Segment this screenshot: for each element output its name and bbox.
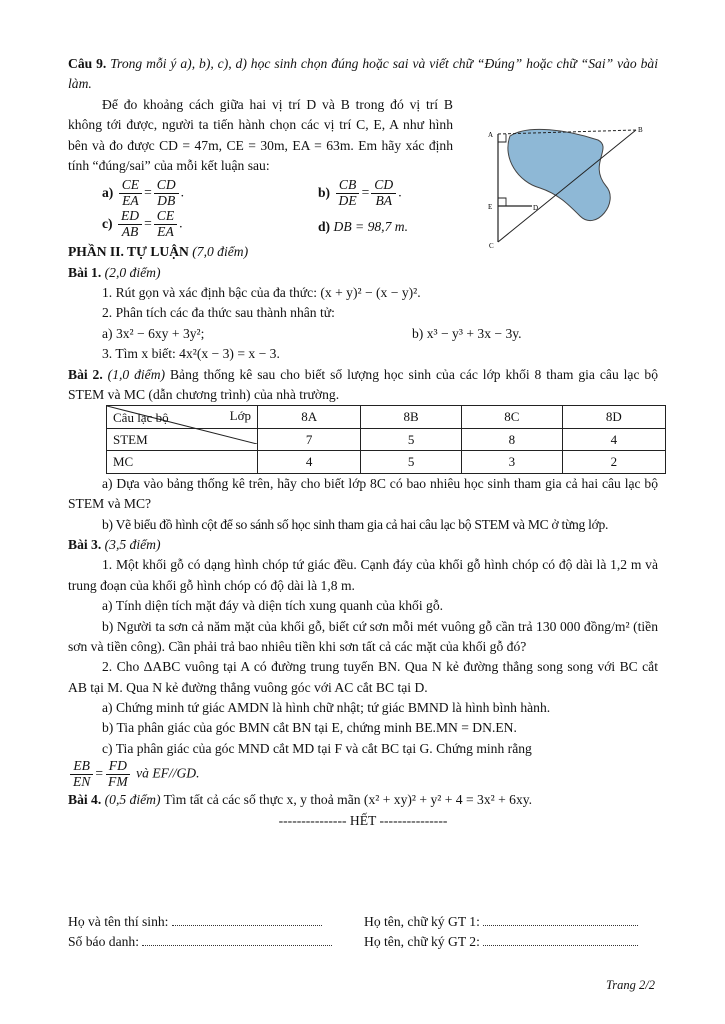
header-8d: 8D bbox=[562, 406, 665, 429]
header-class: Lớp bbox=[229, 408, 251, 424]
bai1-item3: 3. Tìm x biết: 4x²(x − 3) = x − 3. bbox=[102, 346, 280, 362]
candidate-name-field bbox=[172, 915, 322, 926]
fraction: $\frac{CE}{EA}$ bbox=[119, 178, 142, 209]
table-cell: 7 bbox=[258, 428, 361, 451]
bai3-formula: $\frac{EB}{EN}$ = $\frac{FD}{FM}$ và EF//GD. bbox=[68, 759, 658, 790]
exam-page bbox=[68, 54, 658, 831]
bai4: Bài 4. (0,5 điểm) Tìm tất cả các số thực x, y thoả mãn (x² + xy)² + y² + 4 = 3x² + 6xy. bbox=[68, 792, 533, 808]
proctor2-label: Họ tên, chữ ký GT 2: bbox=[364, 934, 480, 950]
club-statistics-table bbox=[106, 405, 666, 474]
table-cell: 2 bbox=[562, 451, 665, 474]
fraction: $\frac{FD}{FM}$ bbox=[105, 759, 131, 790]
label-B: B bbox=[638, 126, 643, 134]
q9-option-c: c) $\frac{ED}{AB}$ = $\frac{CE}{EA}$ . bbox=[102, 208, 183, 240]
candidate-number-label: Số báo danh: bbox=[68, 934, 139, 950]
label-E: E bbox=[488, 203, 493, 211]
table-cell: 3 bbox=[461, 451, 562, 474]
header-8c: 8C bbox=[461, 406, 562, 429]
bai3-item2c: c) Tia phân giác của góc MND cắt MD tại F và cắt BC tại G. Chứng minh rằng bbox=[102, 740, 532, 756]
q9-option-a: a) $\frac{CE}{EA}$ = $\frac{CD}{DB}$ . bbox=[102, 177, 185, 209]
end-marker: --------------- HẾT --------------- bbox=[278, 812, 448, 828]
bai3-item2a: a) Chứng minh tứ giác AMDN là hình chữ nhật; tứ giác BMND là hình bình hành. bbox=[102, 700, 551, 716]
bai1-item2-parts bbox=[68, 324, 658, 344]
table-header-row bbox=[107, 406, 666, 429]
label-C: C bbox=[489, 242, 494, 250]
proctor2-field bbox=[483, 935, 638, 946]
table-cell: 4 bbox=[258, 451, 361, 474]
table-row bbox=[107, 451, 666, 474]
part2-heading: PHẦN II. TỰ LUẬN (7,0 điểm) bbox=[68, 244, 249, 260]
bai2-qa: a) Dựa vào bảng thống kê trên, hãy cho biết lớp 8C có bao nhiêu học sinh tham gia cả hai câu lạc bộ STEM và MC? bbox=[68, 475, 658, 512]
bai2-qb: b) Vẽ biểu đồ hình cột để so sánh số học sinh tham gia cả hai câu lạc bộ STEM và MC ở từng lớp. bbox=[102, 516, 609, 532]
label-D: D bbox=[533, 204, 539, 212]
bai1-item2a: a) 3x² − 6xy + 3y²; bbox=[102, 325, 205, 341]
footer bbox=[68, 912, 658, 953]
q9-label: Câu 9. bbox=[68, 56, 107, 71]
fraction: $\frac{CB}{DE}$ bbox=[336, 178, 360, 209]
table-corner-cell bbox=[107, 406, 258, 429]
proctor1-field bbox=[483, 915, 638, 926]
page-number: Trang 2/2 bbox=[606, 978, 655, 992]
bai3-item1: 1. Một khối gỗ có dạng hình chóp tứ giác đều. Cạnh đáy của khối gỗ hình chóp có độ dài là 1,2 m và trung đoạn của khối gỗ hình chóp có độ dài là 1,8 m. bbox=[68, 557, 658, 593]
candidate-number-field bbox=[142, 935, 332, 946]
bai1-item1: 1. Rút gọn và xác định bậc của đa thức: (x + y)² − (x − y)². bbox=[102, 284, 421, 300]
measurement-figure bbox=[488, 124, 658, 254]
bai2-intro: Bài 2. (1,0 điểm) Bảng thống kê sau cho biết số lượng học sinh của các lớp khối 8 tham gia câu lạc bộ STEM và MC (dẫn chương trình) của nhà trường. bbox=[68, 366, 659, 402]
fraction: $\frac{CD}{BA}$ bbox=[371, 178, 396, 209]
table-cell: 4 bbox=[562, 428, 665, 451]
bai3-item2b: b) Tia phân giác của góc BMN cắt BN tại E, chứng minh BE.MN = DN.EN. bbox=[102, 720, 517, 736]
header-club: Câu lạc bộ bbox=[113, 410, 169, 426]
bai1-item2b: b) x³ − y³ + 3x − 3y. bbox=[412, 325, 522, 341]
bai3-item2: 2. Cho ΔABC vuông tại A có đường trung tuyến BN. Qua N kẻ đường thẳng song song với BC cắt AB tại M. Qua N kẻ đường thẳng vuông góc với AC cắt BC tại D. bbox=[68, 659, 658, 695]
table-cell: 5 bbox=[361, 428, 462, 451]
fraction: $\frac{ED}{AB}$ bbox=[118, 209, 142, 240]
proctor1-label: Họ tên, chữ ký GT 1: bbox=[364, 914, 480, 929]
table-cell: 5 bbox=[361, 451, 462, 474]
header-8b: 8B bbox=[361, 406, 462, 429]
club-name: STEM bbox=[107, 428, 258, 451]
club-name: MC bbox=[107, 451, 258, 474]
q9-option-d: d) DB = 98,7 m. bbox=[318, 219, 408, 235]
fraction: $\frac{CD}{DB}$ bbox=[154, 178, 179, 209]
fraction: $\frac{CE}{EA}$ bbox=[154, 209, 177, 240]
table-cell: 8 bbox=[461, 428, 562, 451]
bai3-item1b: b) Người ta sơn cả năm mặt của khối gỗ, biết cứ sơn mỗi mét vuông gỗ cần trả 130 000 đồng/m² (tiền sơn và tiền công). Cần phải trả bao nhiêu tiền khi sơn tất cả các mặt của khối gỗ đó? bbox=[68, 618, 658, 654]
label-A: A bbox=[488, 131, 494, 139]
header-8a: 8A bbox=[258, 406, 361, 429]
fraction: $\frac{EB}{EN}$ bbox=[70, 759, 93, 790]
candidate-name-label: Họ và tên thí sinh: bbox=[68, 914, 169, 929]
bai1-item2: 2. Phân tích các đa thức sau thành nhân tử: bbox=[102, 305, 335, 321]
q9-instruction-text: Trong mỗi ý a), b), c), d) học sinh chọn đúng hoặc sai và viết chữ “Đúng” hoặc chữ “Sai” vào bài làm. bbox=[68, 56, 658, 92]
bai1-heading: Bài 1. (2,0 điểm) bbox=[68, 264, 161, 280]
q9-instruction bbox=[68, 54, 658, 95]
q9-stem: Để đo khoảng cách giữa hai vị trí D và B trong đó vị trí B không tới được, người ta tiến hành chọn các vị trí C, E, A như hình bên và đo được CD = 47m, CE = 30m, EA = 63m. Em hãy xác định tính “đúng/sai” của mỗi kết luận sau: bbox=[68, 96, 453, 173]
q9-option-b: b) $\frac{CB}{DE}$ = $\frac{CD}{BA}$ . bbox=[318, 177, 402, 209]
bai3-item1a: a) Tính diện tích mặt đáy và diện tích xung quanh của khối gỗ. bbox=[102, 598, 444, 614]
bai3-heading: Bài 3. (3,5 điểm) bbox=[68, 536, 161, 552]
